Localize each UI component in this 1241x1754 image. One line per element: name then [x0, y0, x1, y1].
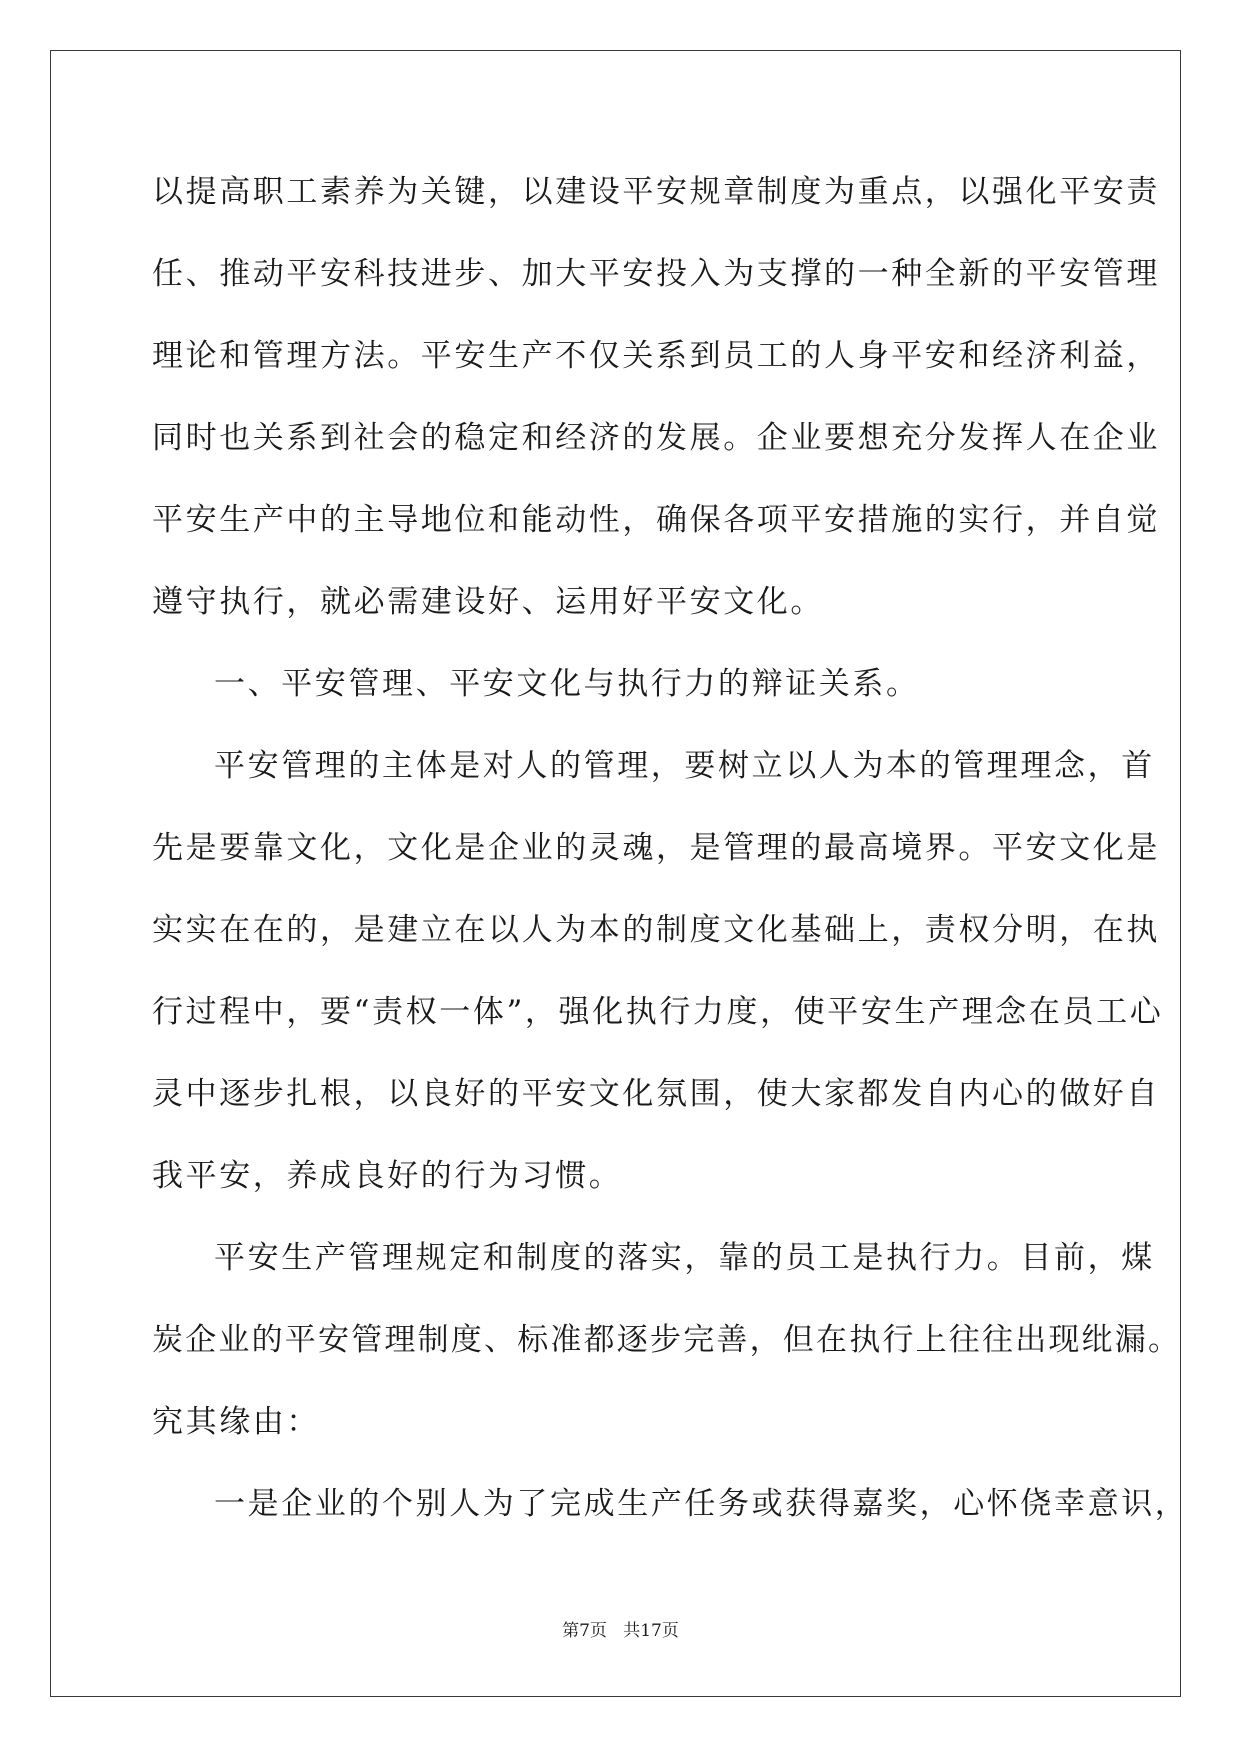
paragraph-line: 理论和管理方法。平安生产不仅关系到员工的人身平安和经济利益， [152, 338, 1160, 374]
page-total: 共17页 [623, 1621, 679, 1641]
paragraph-line: 同时也关系到社会的稳定和经济的发展。企业要想充分发挥人在企业 [152, 420, 1160, 456]
paragraph-line: 究其缘由： [152, 1404, 320, 1440]
paragraph-line: 一是企业的个别人为了完成生产任务或获得嘉奖，心怀侥幸意识， [214, 1486, 1189, 1522]
paragraph-line: 行过程中，要“责权一体”，强化执行力度，使平安生产理念在员工心 [152, 994, 1164, 1030]
paragraph-line: 我平安，养成良好的行为习惯。 [152, 1158, 623, 1194]
section-heading: 一、平安管理、平安文化与执行力的辩证关系。 [214, 666, 920, 702]
paragraph-line: 灵中逐步扎根，以良好的平安文化氛围，使大家都发自内心的做好自 [152, 1076, 1160, 1112]
paragraph-line: 平安生产中的主导地位和能动性，确保各项平安措施的实行，并自觉 [152, 502, 1160, 538]
paragraph-line: 以提高职工素养为关键，以建设平安规章制度为重点，以强化平安责 [152, 174, 1160, 210]
paragraph-line: 遵守执行，就必需建设好、运用好平安文化。 [152, 584, 824, 620]
document-body [152, 160, 1189, 1554]
paragraph-line: 平安生产管理规定和制度的落实，靠的员工是执行力。目前，煤 [214, 1240, 1155, 1276]
page-number: 第7页 [562, 1621, 607, 1641]
paragraph-line: 先是要靠文化，文化是企业的灵魂，是管理的最高境界。平安文化是 [152, 830, 1160, 866]
page-footer [0, 1620, 1241, 1642]
paragraph-line: 实实在在的，是建立在以人为本的制度文化基础上，责权分明，在执 [152, 912, 1160, 948]
paragraph-line: 平安管理的主体是对人的管理，要树立以人为本的管理理念，首 [214, 748, 1155, 784]
paragraph-line: 任、推动平安科技进步、加大平安投入为支撑的一种全新的平安管理 [152, 256, 1160, 292]
paragraph-line: 炭企业的平安管理制度、标准都逐步完善，但在执行上往往出现纰漏。 [152, 1322, 1182, 1358]
